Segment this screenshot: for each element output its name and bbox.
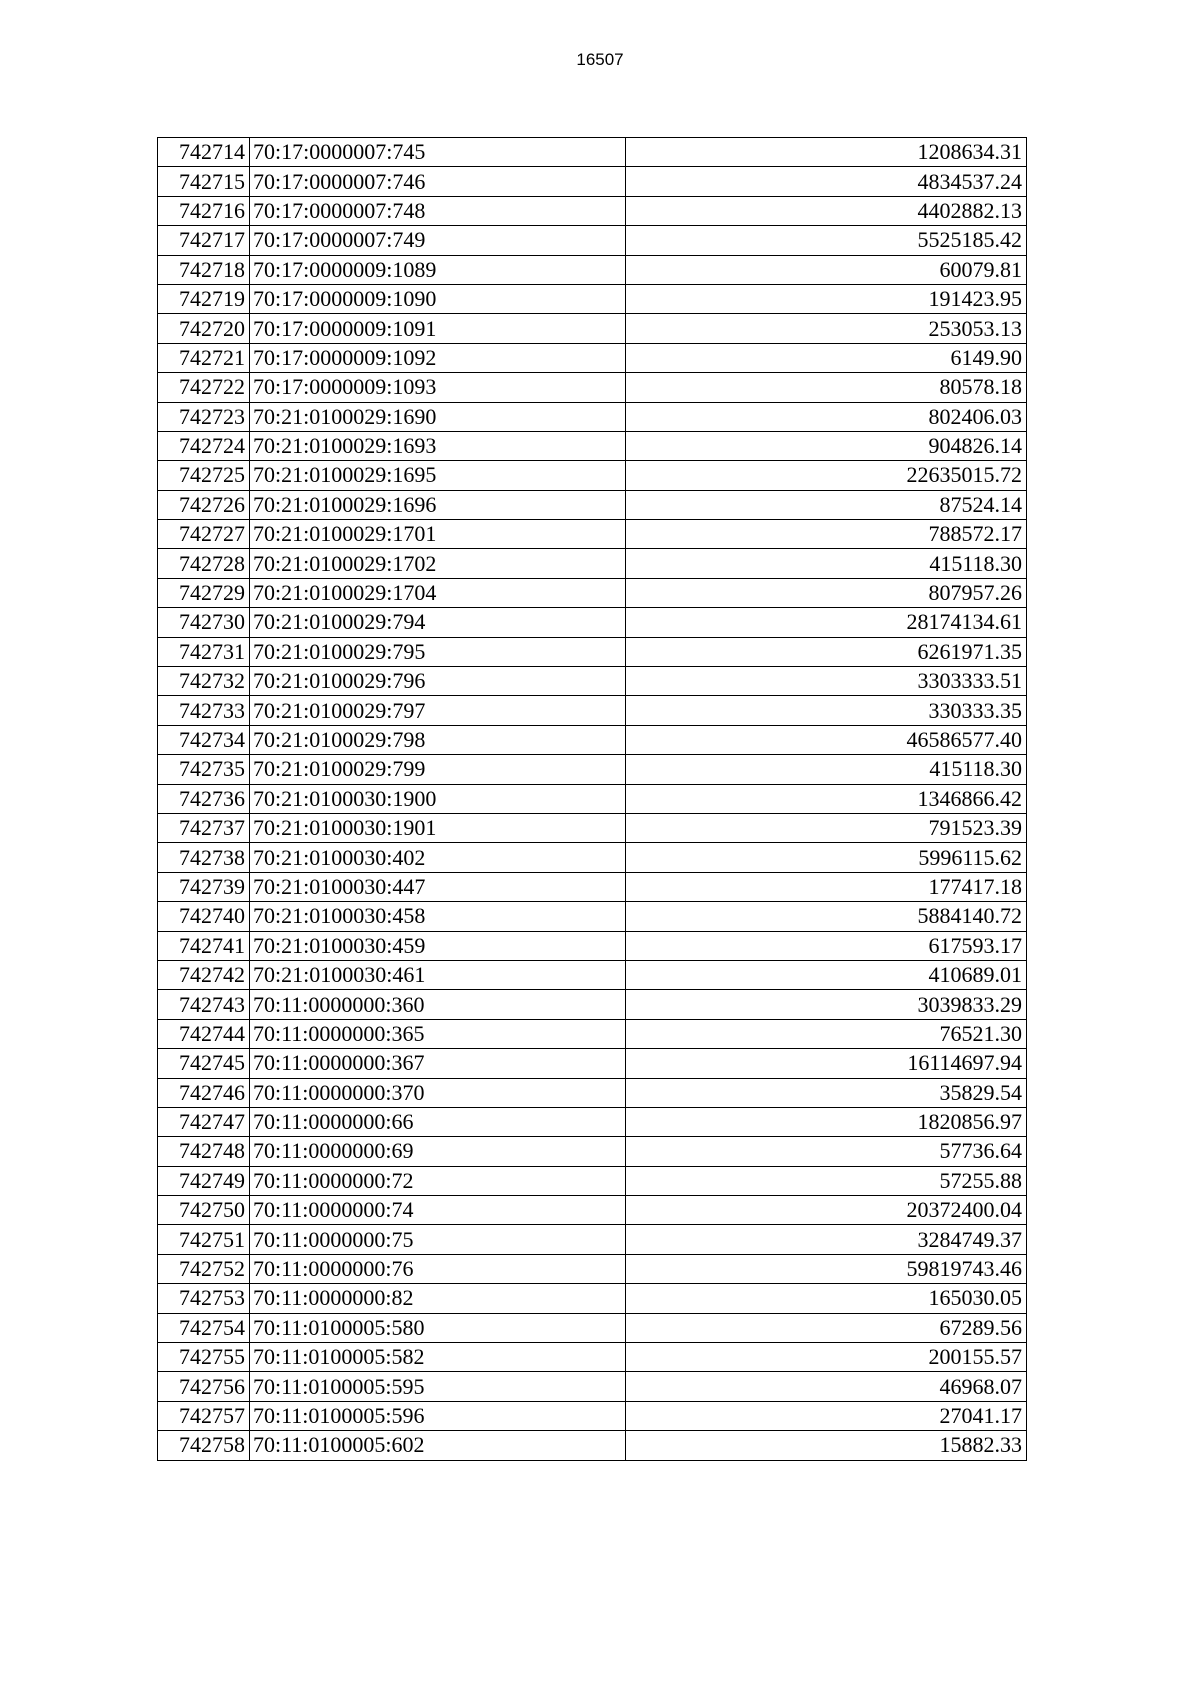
- table-row: [158, 461, 1027, 490]
- table-row: [158, 373, 1027, 402]
- value-cell: 253053.13: [626, 314, 1027, 343]
- row-number-cell: 742725: [158, 461, 250, 490]
- value-cell: 3303333.51: [626, 667, 1027, 696]
- row-number-cell: 742745: [158, 1049, 250, 1078]
- row-number-cell: 742739: [158, 872, 250, 901]
- table-row: [158, 226, 1027, 255]
- value-cell: 415118.30: [626, 755, 1027, 784]
- value-cell: 410689.01: [626, 960, 1027, 989]
- cadastral-number-cell: 70:11:0100005:602: [250, 1431, 626, 1460]
- row-number-cell: 742756: [158, 1372, 250, 1401]
- table-row: [158, 1254, 1027, 1283]
- table-row: [158, 608, 1027, 637]
- cadastral-value-table: [157, 137, 1027, 1461]
- row-number-cell: 742731: [158, 637, 250, 666]
- table-row: [158, 1284, 1027, 1313]
- table-row: [158, 1401, 1027, 1430]
- cadastral-number-cell: 70:11:0000000:82: [250, 1284, 626, 1313]
- value-cell: 4402882.13: [626, 196, 1027, 225]
- table-row: [158, 667, 1027, 696]
- value-cell: 67289.56: [626, 1313, 1027, 1342]
- value-cell: 5996115.62: [626, 843, 1027, 872]
- value-cell: 788572.17: [626, 520, 1027, 549]
- row-number-cell: 742757: [158, 1401, 250, 1430]
- row-number-cell: 742746: [158, 1078, 250, 1107]
- cadastral-number-cell: 70:21:0100029:794: [250, 608, 626, 637]
- value-cell: 15882.33: [626, 1431, 1027, 1460]
- row-number-cell: 742747: [158, 1107, 250, 1136]
- cadastral-number-cell: 70:11:0100005:596: [250, 1401, 626, 1430]
- table-row: [158, 931, 1027, 960]
- value-cell: 3039833.29: [626, 990, 1027, 1019]
- cadastral-number-cell: 70:21:0100030:447: [250, 872, 626, 901]
- cadastral-number-cell: 70:11:0000000:367: [250, 1049, 626, 1078]
- cadastral-number-cell: 70:21:0100030:1901: [250, 813, 626, 842]
- row-number-cell: 742749: [158, 1166, 250, 1195]
- cadastral-number-cell: 70:17:0000007:749: [250, 226, 626, 255]
- cadastral-number-cell: 70:17:0000007:745: [250, 138, 626, 167]
- table-body: [158, 138, 1027, 1461]
- row-number-cell: 742758: [158, 1431, 250, 1460]
- table-row: [158, 490, 1027, 519]
- table-row: [158, 167, 1027, 196]
- row-number-cell: 742720: [158, 314, 250, 343]
- table-row: [158, 990, 1027, 1019]
- value-cell: 4834537.24: [626, 167, 1027, 196]
- cadastral-number-cell: 70:21:0100029:1695: [250, 461, 626, 490]
- cadastral-number-cell: 70:11:0000000:370: [250, 1078, 626, 1107]
- table-row: [158, 872, 1027, 901]
- table-row: [158, 1196, 1027, 1225]
- row-number-cell: 742717: [158, 226, 250, 255]
- row-number-cell: 742752: [158, 1254, 250, 1283]
- value-cell: 330333.35: [626, 696, 1027, 725]
- table-row: [158, 784, 1027, 813]
- table-row: [158, 578, 1027, 607]
- row-number-cell: 742736: [158, 784, 250, 813]
- table-row: [158, 696, 1027, 725]
- value-cell: 46586577.40: [626, 725, 1027, 754]
- value-cell: 617593.17: [626, 931, 1027, 960]
- cadastral-number-cell: 70:21:0100029:799: [250, 755, 626, 784]
- cadastral-number-cell: 70:17:0000009:1091: [250, 314, 626, 343]
- row-number-cell: 742751: [158, 1225, 250, 1254]
- row-number-cell: 742740: [158, 902, 250, 931]
- table-row: [158, 902, 1027, 931]
- value-cell: 59819743.46: [626, 1254, 1027, 1283]
- row-number-cell: 742724: [158, 431, 250, 460]
- row-number-cell: 742723: [158, 402, 250, 431]
- table-row: [158, 431, 1027, 460]
- cadastral-number-cell: 70:21:0100029:1701: [250, 520, 626, 549]
- cadastral-number-cell: 70:21:0100029:1693: [250, 431, 626, 460]
- value-cell: 1208634.31: [626, 138, 1027, 167]
- row-number-cell: 742729: [158, 578, 250, 607]
- cadastral-number-cell: 70:11:0100005:582: [250, 1343, 626, 1372]
- cadastral-number-cell: 70:21:0100029:1696: [250, 490, 626, 519]
- row-number-cell: 742737: [158, 813, 250, 842]
- row-number-cell: 742741: [158, 931, 250, 960]
- value-cell: 3284749.37: [626, 1225, 1027, 1254]
- table-row: [158, 1431, 1027, 1460]
- table-row: [158, 960, 1027, 989]
- cadastral-number-cell: 70:21:0100029:796: [250, 667, 626, 696]
- value-cell: 807957.26: [626, 578, 1027, 607]
- value-cell: 1820856.97: [626, 1107, 1027, 1136]
- cadastral-number-cell: 70:21:0100029:1690: [250, 402, 626, 431]
- cadastral-number-cell: 70:17:0000009:1092: [250, 343, 626, 372]
- value-cell: 57736.64: [626, 1137, 1027, 1166]
- value-cell: 1346866.42: [626, 784, 1027, 813]
- value-cell: 20372400.04: [626, 1196, 1027, 1225]
- page-number: 16507: [576, 50, 624, 69]
- value-cell: 165030.05: [626, 1284, 1027, 1313]
- row-number-cell: 742727: [158, 520, 250, 549]
- table-row: [158, 1107, 1027, 1136]
- row-number-cell: 742754: [158, 1313, 250, 1342]
- row-number-cell: 742733: [158, 696, 250, 725]
- cadastral-number-cell: 70:17:0000009:1093: [250, 373, 626, 402]
- cadastral-number-cell: 70:17:0000007:746: [250, 167, 626, 196]
- value-cell: 27041.17: [626, 1401, 1027, 1430]
- cadastral-number-cell: 70:11:0000000:75: [250, 1225, 626, 1254]
- row-number-cell: 742734: [158, 725, 250, 754]
- value-cell: 46968.07: [626, 1372, 1027, 1401]
- table-row: [158, 1049, 1027, 1078]
- cadastral-number-cell: 70:21:0100029:1702: [250, 549, 626, 578]
- row-number-cell: 742753: [158, 1284, 250, 1313]
- table-row: [158, 725, 1027, 754]
- table-row: [158, 314, 1027, 343]
- row-number-cell: 742743: [158, 990, 250, 1019]
- row-number-cell: 742742: [158, 960, 250, 989]
- row-number-cell: 742750: [158, 1196, 250, 1225]
- value-cell: 200155.57: [626, 1343, 1027, 1372]
- value-cell: 791523.39: [626, 813, 1027, 842]
- table-row: [158, 1372, 1027, 1401]
- cadastral-number-cell: 70:21:0100030:1900: [250, 784, 626, 813]
- value-cell: 28174134.61: [626, 608, 1027, 637]
- row-number-cell: 742721: [158, 343, 250, 372]
- cadastral-number-cell: 70:11:0000000:66: [250, 1107, 626, 1136]
- row-number-cell: 742748: [158, 1137, 250, 1166]
- value-cell: 415118.30: [626, 549, 1027, 578]
- row-number-cell: 742719: [158, 284, 250, 313]
- row-number-cell: 742726: [158, 490, 250, 519]
- value-cell: 80578.18: [626, 373, 1027, 402]
- table-row: [158, 343, 1027, 372]
- row-number-cell: 742732: [158, 667, 250, 696]
- table-row: [158, 1313, 1027, 1342]
- value-cell: 6261971.35: [626, 637, 1027, 666]
- value-cell: 6149.90: [626, 343, 1027, 372]
- cadastral-number-cell: 70:11:0000000:72: [250, 1166, 626, 1195]
- table-row: [158, 843, 1027, 872]
- cadastral-number-cell: 70:11:0000000:69: [250, 1137, 626, 1166]
- value-cell: 57255.88: [626, 1166, 1027, 1195]
- cadastral-number-cell: 70:11:0000000:76: [250, 1254, 626, 1283]
- value-cell: 35829.54: [626, 1078, 1027, 1107]
- row-number-cell: 742744: [158, 1019, 250, 1048]
- cadastral-number-cell: 70:11:0000000:360: [250, 990, 626, 1019]
- cadastral-number-cell: 70:21:0100029:797: [250, 696, 626, 725]
- value-cell: 5884140.72: [626, 902, 1027, 931]
- value-cell: 16114697.94: [626, 1049, 1027, 1078]
- value-cell: 22635015.72: [626, 461, 1027, 490]
- cadastral-number-cell: 70:21:0100029:1704: [250, 578, 626, 607]
- table-row: [158, 1166, 1027, 1195]
- row-number-cell: 742718: [158, 255, 250, 284]
- cadastral-number-cell: 70:21:0100029:795: [250, 637, 626, 666]
- row-number-cell: 742714: [158, 138, 250, 167]
- cadastral-number-cell: 70:11:0100005:580: [250, 1313, 626, 1342]
- value-cell: 76521.30: [626, 1019, 1027, 1048]
- table-row: [158, 1343, 1027, 1372]
- table-row: [158, 1225, 1027, 1254]
- table-row: [158, 196, 1027, 225]
- row-number-cell: 742755: [158, 1343, 250, 1372]
- table-row: [158, 1078, 1027, 1107]
- cadastral-number-cell: 70:21:0100030:459: [250, 931, 626, 960]
- value-cell: 177417.18: [626, 872, 1027, 901]
- cadastral-number-cell: 70:21:0100030:402: [250, 843, 626, 872]
- cadastral-number-cell: 70:21:0100029:798: [250, 725, 626, 754]
- table-row: [158, 1019, 1027, 1048]
- cadastral-number-cell: 70:17:0000009:1090: [250, 284, 626, 313]
- table-row: [158, 402, 1027, 431]
- table-row: [158, 1137, 1027, 1166]
- table-row: [158, 813, 1027, 842]
- row-number-cell: 742728: [158, 549, 250, 578]
- table-row: [158, 755, 1027, 784]
- row-number-cell: 742735: [158, 755, 250, 784]
- table-row: [158, 520, 1027, 549]
- cadastral-number-cell: 70:17:0000009:1089: [250, 255, 626, 284]
- cadastral-number-cell: 70:11:0000000:365: [250, 1019, 626, 1048]
- row-number-cell: 742722: [158, 373, 250, 402]
- cadastral-number-cell: 70:21:0100030:458: [250, 902, 626, 931]
- value-cell: 904826.14: [626, 431, 1027, 460]
- row-number-cell: 742738: [158, 843, 250, 872]
- row-number-cell: 742715: [158, 167, 250, 196]
- table-row: [158, 284, 1027, 313]
- value-cell: 60079.81: [626, 255, 1027, 284]
- row-number-cell: 742716: [158, 196, 250, 225]
- value-cell: 802406.03: [626, 402, 1027, 431]
- value-cell: 5525185.42: [626, 226, 1027, 255]
- table-row: [158, 637, 1027, 666]
- cadastral-number-cell: 70:21:0100030:461: [250, 960, 626, 989]
- cadastral-number-cell: 70:11:0100005:595: [250, 1372, 626, 1401]
- table-row: [158, 549, 1027, 578]
- cadastral-number-cell: 70:17:0000007:748: [250, 196, 626, 225]
- table-row: [158, 255, 1027, 284]
- value-cell: 87524.14: [626, 490, 1027, 519]
- row-number-cell: 742730: [158, 608, 250, 637]
- cadastral-number-cell: 70:11:0000000:74: [250, 1196, 626, 1225]
- value-cell: 191423.95: [626, 284, 1027, 313]
- table-row: [158, 138, 1027, 167]
